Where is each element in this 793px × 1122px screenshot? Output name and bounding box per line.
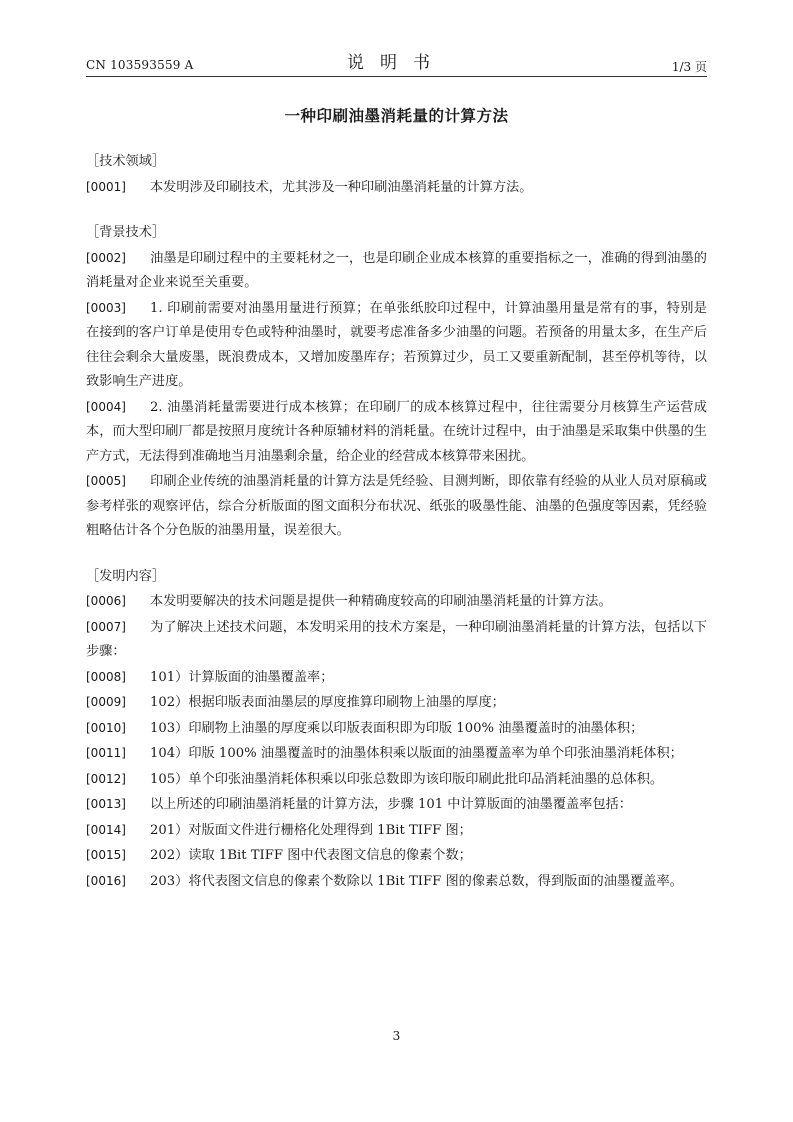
paragraph <box>86 767 707 793</box>
section-gap <box>86 544 707 565</box>
paragraph-number: [0014] <box>86 822 126 837</box>
paragraph-text: 101）计算版面的油墨覆盖率； <box>150 669 334 685</box>
page-number: 3 <box>392 1029 401 1043</box>
paragraph-text: 本发明要解决的技术问题是提供一种精确度较高的印刷油墨消耗量的计算方法。 <box>150 594 612 609</box>
section-heading: ［背景技术］ <box>86 225 166 240</box>
paragraph-number: [0015] <box>86 848 126 862</box>
paragraph <box>86 395 707 470</box>
paragraph-text: 以上所述的印刷油墨消耗量的计算方法，步骤 101 中计算版面的油墨覆盖率包括： <box>150 797 632 812</box>
paragraph-number: [0013] <box>86 797 126 811</box>
paragraph <box>86 589 707 615</box>
page-header <box>86 48 707 76</box>
paragraph-text: 为了解决上述技术问题，本发明采用的技术方案是，一种印刷油墨消耗量的计算方法，包括以下步骤： <box>86 619 707 659</box>
paragraph <box>86 615 707 665</box>
paragraph-text: 102）根据印版表面油墨层的厚度推算印刷物上油墨的厚度； <box>150 695 505 710</box>
paragraph-number: [0007] <box>86 619 126 634</box>
paragraph <box>86 792 707 818</box>
paragraph-number: [0012] <box>86 771 126 786</box>
paragraph-number: [0003] <box>86 300 126 315</box>
paragraph <box>86 869 707 895</box>
paragraph <box>86 469 707 544</box>
paragraph-text: 201）对版面文件进行栅格化处理得到 1Bit TIFF 图； <box>150 822 472 838</box>
paragraph <box>86 175 707 201</box>
paragraph <box>86 690 707 716</box>
paragraph <box>86 843 707 869</box>
paragraph-text: 202）读取 1Bit TIFF 图中代表图文信息的像素个数； <box>150 848 472 863</box>
paragraph-text: 2. 油墨消耗量需要进行成本核算；在印刷厂的成本核算过程中，往往需要分月核算生产运营成本，而大型印刷厂都是按照月度统计各种原辅材料的消耗量。在统计过程中，由于油墨是采取集中供墨的生产方式，无法得到准确地当月油墨剩余量，给企业的经营成本核算带来困扰。 <box>86 399 707 464</box>
document-body <box>86 150 707 894</box>
paragraph-number: [0001] <box>86 179 126 194</box>
document-title: 一种印刷油墨消耗量的计算方法 <box>284 107 509 125</box>
header-divider <box>86 76 707 77</box>
paragraph <box>86 296 707 395</box>
paragraph-number: [0002] <box>86 250 126 265</box>
section-heading: ［技术领域］ <box>86 154 166 169</box>
paragraph-text: 印刷企业传统的油墨消耗量的计算方法是凭经验、目测判断，即依靠有经验的从业人员对原稿或参考样张的观察评估，综合分析版面的图文面积分布状况、纸张的吸墨性能、油墨的色强度等因素，凭经验粗略估计各个分色版的油墨用量，误差很大。 <box>86 474 707 538</box>
paragraph-text: 104）印版 100% 油墨覆盖时的油墨体积乘以版面的油墨覆盖率为单个印张油墨消耗体积； <box>150 746 683 761</box>
paragraph-text: 本发明涉及印刷技术，尤其涉及一种印刷油墨消耗量的计算方法。 <box>150 179 533 195</box>
page-indicator: 1/3 页 <box>671 60 707 74</box>
paragraph-number: [0008] <box>86 669 126 684</box>
paragraph <box>86 741 707 767</box>
paragraph-number: [0010] <box>86 720 126 735</box>
paragraph-number: [0016] <box>86 873 126 888</box>
paragraph-number: [0009] <box>86 695 126 709</box>
paragraph <box>86 246 707 296</box>
paragraph <box>86 716 707 742</box>
paragraph-number: [0006] <box>86 594 126 608</box>
paragraph-number: [0005] <box>86 474 126 488</box>
paragraph-text: 203）将代表图文信息的像素个数除以 1Bit TIFF 图的像素总数，得到版面的油墨覆盖率。 <box>150 873 683 889</box>
paragraph-text: 1. 印刷前需要对油墨用量进行预算；在单张纸胶印过程中，计算油墨用量是常有的事，特别是在接到的客户订单是使用专色或特种油墨时，就要考虑准备多少油墨的问题。若预备的用量太多，在生产后往往会剩余大量废墨，既浪费成本，又增加废墨库存；若预算过少，员工又要重新配制，甚至停机等待，以致影响生产进度。 <box>86 300 707 389</box>
paragraph <box>86 818 707 844</box>
paragraph-text: 103）印刷物上油墨的厚度乘以印版表面积即为印版 100% 油墨覆盖时的油墨体积； <box>150 720 644 736</box>
paragraph <box>86 665 707 691</box>
paragraph-text: 105）单个印张油墨消耗体积乘以印张总数即为该印版印刷此批印品消耗油墨的总体积。 <box>150 771 664 787</box>
document-type: 说明书 <box>347 53 446 73</box>
patent-number: CN 103593559 A <box>86 58 194 72</box>
paragraph-text: 油墨是印刷过程中的主要耗材之一，也是印刷企业成本核算的重要指标之一，准确的得到油墨的消耗量对企业来说至关重要。 <box>86 250 707 290</box>
paragraph-number: [0011] <box>86 746 126 760</box>
section-heading: ［发明内容］ <box>86 568 166 584</box>
paragraph-number: [0004] <box>86 399 126 414</box>
section-gap <box>86 200 707 221</box>
